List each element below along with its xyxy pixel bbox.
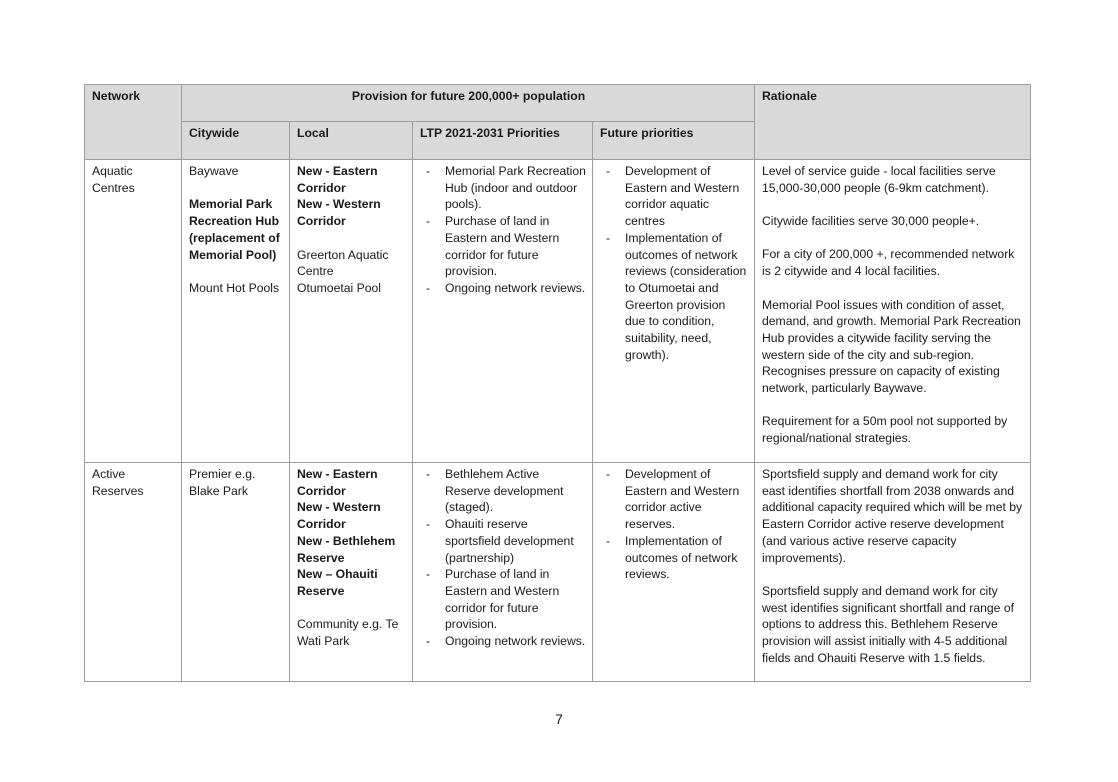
- header-row-top: [85, 85, 1031, 122]
- rationale-paragraph: Memorial Pool issues with condition of asset, demand, and growth. Memorial Park Recreation Hub provides a citywide facility serving the western side of the city and sub-region. Recognises pressure on capacity of existing network, particularly Baywave.: [762, 297, 1021, 396]
- rationale-paragraph: Citywide facilities serve 30,000 people+.: [762, 214, 980, 229]
- local-item: New - Eastern Corridor: [297, 164, 378, 195]
- local-item: Community e.g. Te Wati Park: [297, 617, 399, 649]
- citywide-cell: [182, 160, 290, 463]
- future-cell: [593, 160, 755, 463]
- local-item: New - Western Corridor: [297, 500, 381, 532]
- rationale-paragraph: Sportsfield supply and demand work for city west identifies significant shortfall and range of options to address this. Bethlehem Reserve provision will assist initially with 4-5 additional fields and Ohauiti Reserve with 1.5 fields.: [762, 583, 1015, 665]
- list-item: - Bethlehem Active Reserve development (staged).: [445, 466, 586, 516]
- citywide-item: Mount Hot Pools: [189, 280, 280, 295]
- list-item: - Development of Eastern and Western corridor aquatic centres: [625, 163, 748, 230]
- citywide-item: Memorial Park Recreation Hub (replacement of Memorial Pool): [189, 197, 280, 262]
- ltp-cell: [413, 160, 593, 463]
- citywide-cell: [182, 463, 290, 682]
- local-cell: [290, 463, 413, 682]
- list-item: - Ongoing network reviews.: [445, 633, 586, 650]
- table-row: [85, 160, 1031, 463]
- local-item: New - Eastern Corridor: [297, 467, 378, 498]
- list-item: - Ongoing network reviews.: [445, 280, 586, 297]
- list-item: - Memorial Park Recreation Hub (indoor and outdoor pools).: [445, 163, 586, 213]
- page-number: 7: [555, 711, 563, 727]
- list-item: - Development of Eastern and Western corridor active reserves.: [625, 466, 748, 533]
- header-citywide: Citywide: [182, 122, 290, 160]
- rationale-paragraph: Level of service guide - local facilities serve 15,000-30,000 people (6-9km catchment).: [762, 164, 996, 195]
- header-provision-group: Provision for future 200,000+ population: [182, 85, 755, 122]
- header-future: Future priorities: [593, 122, 755, 160]
- local-item: New – Ohauiti Reserve: [297, 567, 378, 598]
- ltp-list: [420, 163, 586, 297]
- local-cell: [290, 160, 413, 463]
- citywide-item: Premier e.g. Blake Park: [189, 467, 256, 498]
- table-row: [85, 463, 1031, 682]
- rationale-paragraph: For a city of 200,000 +, recommended network is 2 citywide and 4 local facilities.: [762, 247, 1015, 279]
- header-ltp: LTP 2021-2031 Priorities: [413, 122, 593, 160]
- list-item: - Implementation of outcomes of network reviews (consideration to Otumoetai and Greerton provision due to condition, suitability, need, growth).: [625, 230, 748, 364]
- future-list: [600, 163, 748, 363]
- network-cell: Active Reserves: [85, 463, 182, 682]
- local-item: Otumoetai Pool: [297, 280, 382, 295]
- list-item: - Implementation of outcomes of network reviews.: [625, 533, 748, 583]
- list-item: - Ohauiti reserve sportsfield development (partnership): [445, 516, 586, 566]
- provision-table: [84, 84, 1031, 682]
- rationale-cell: [755, 463, 1031, 682]
- local-item: New - Bethlehem Reserve: [297, 533, 396, 565]
- future-list: [600, 466, 748, 583]
- local-item: New - Western Corridor: [297, 197, 381, 229]
- citywide-item: Baywave: [189, 164, 239, 178]
- ltp-list: [420, 466, 586, 650]
- future-cell: [593, 463, 755, 682]
- header-network: Network: [85, 85, 182, 160]
- list-item: - Purchase of land in Eastern and Western corridor for future provision.: [445, 213, 586, 280]
- rationale-paragraph: Sportsfield supply and demand work for city east identifies shortfall from 2038 onwards and additional capacity required which will be met by Eastern Corridor active reserve development (and various active reserve capacity improvements).: [762, 467, 1023, 565]
- network-cell: Aquatic Centres: [85, 160, 182, 463]
- list-item: - Purchase of land in Eastern and Western corridor for future provision.: [445, 566, 586, 633]
- rationale-cell: [755, 160, 1031, 463]
- rationale-paragraph: Requirement for a 50m pool not supported by regional/national strategies.: [762, 414, 1008, 446]
- header-rationale: Rationale: [755, 85, 1031, 160]
- header-local: Local: [290, 122, 413, 160]
- ltp-cell: [413, 463, 593, 682]
- local-item: Greerton Aquatic Centre: [297, 247, 389, 279]
